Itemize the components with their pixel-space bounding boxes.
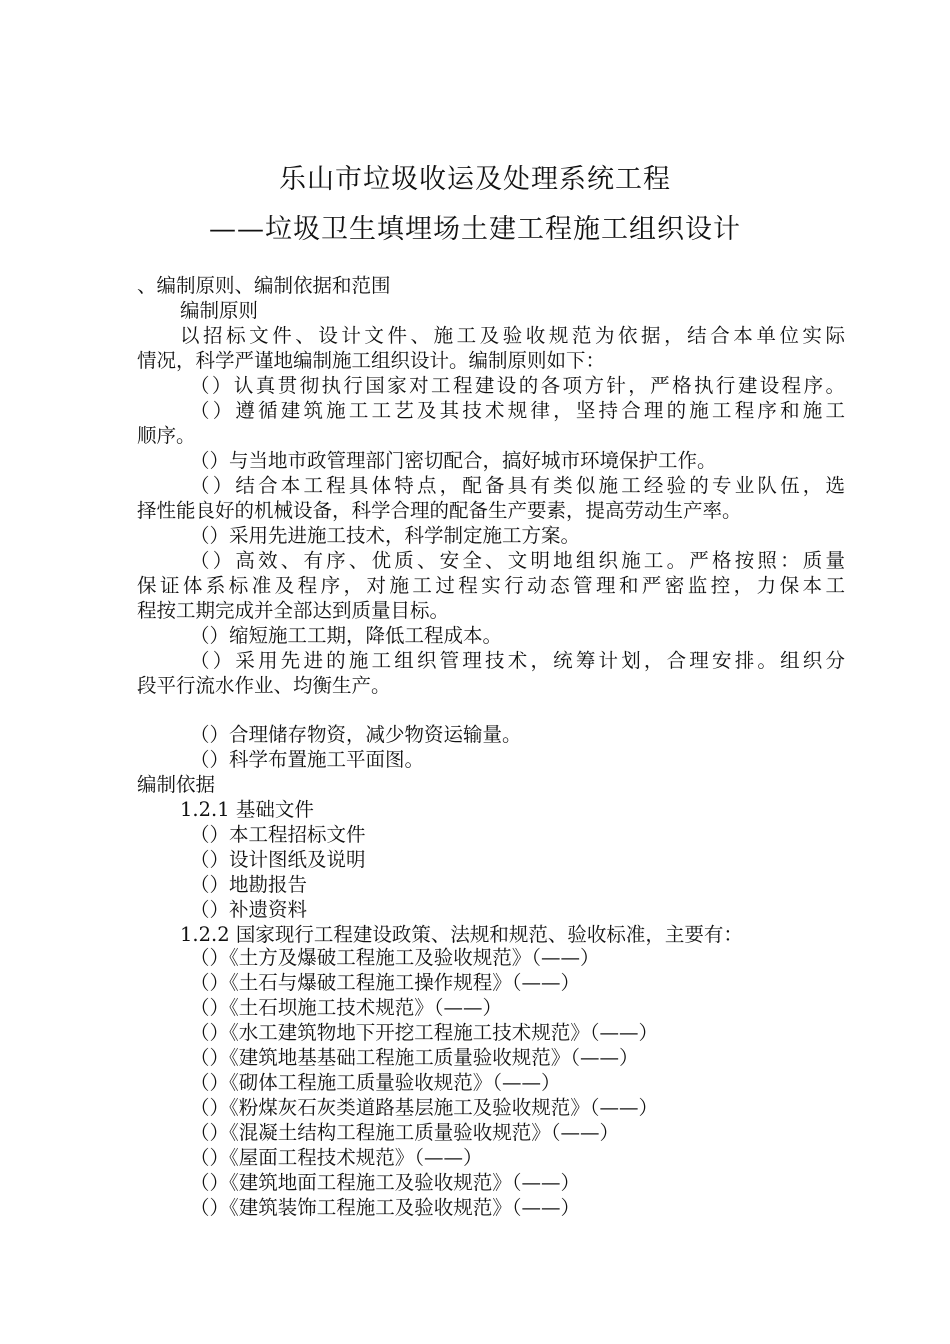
section-heading-principles-scope: 、编制原则、编制依据和范围 xyxy=(137,274,391,297)
section-heading-basis: 编制依据 xyxy=(137,773,216,796)
subheading-principles: 编制原则 xyxy=(180,299,259,322)
principle-item-3: （）与当地市政管理部门密切配合，搞好城市环境保护工作。 xyxy=(190,449,717,472)
standard-item: （）《土方及爆破工程施工及验收规范》（——） xyxy=(190,946,600,969)
subheading-basic-documents: 1.2.1 基础文件 xyxy=(180,798,314,821)
standard-item: （）《土石坝施工技术规范》（——） xyxy=(190,996,503,1019)
standard-item: （）《砌体工程施工质量验收规范》（——） xyxy=(190,1071,561,1094)
basic-document-item: （）地勘报告 xyxy=(190,873,308,896)
principle-item-5: （）采用先进施工技术，科学制定施工方案。 xyxy=(190,524,581,547)
paragraph-intro-line1: 以招标文件、设计文件、施工及验收规范为依据，结合本单位实际 xyxy=(180,324,845,347)
document-title: 乐山市垃圾收运及处理系统工程 xyxy=(279,164,671,195)
paragraph-intro-line2: 情况，科学严谨地编制施工组织设计。编制原则如下： xyxy=(137,349,606,372)
document-subtitle: ——垃圾卫生填埋场土建工程施工组织设计 xyxy=(209,214,741,245)
principle-item-8-line1: （）采用先进的施工组织管理技术，统筹计划，合理安排。组织分 xyxy=(190,649,845,672)
standard-item: （）《土石与爆破工程施工操作规程》（——） xyxy=(190,971,581,994)
basic-document-item: （）补遗资料 xyxy=(190,898,308,921)
standard-item: （）《水工建筑物地下开挖工程施工技术规范》（——） xyxy=(190,1021,659,1044)
principle-item-4-line2: 择性能良好的机械设备，科学合理的配备生产要素，提高劳动生产率。 xyxy=(137,499,742,522)
standard-item: （）《混凝土结构工程施工质量验收规范》（——） xyxy=(190,1121,620,1144)
principle-item-6-line2: 保证体系标准及程序，对施工过程实行动态管理和严密监控，力保本工 xyxy=(137,574,845,597)
principle-item-4-line1: （）结合本工程具体特点，配备具有类似施工经验的专业队伍，选 xyxy=(190,474,845,497)
principle-item-9: （）合理储存物资，减少物资运输量。 xyxy=(190,723,522,746)
principle-item-8-line2: 段平行流水作业、均衡生产。 xyxy=(137,674,391,697)
basic-document-item: （）设计图纸及说明 xyxy=(190,848,366,871)
principle-item-6-line3: 程按工期完成并全部达到质量目标。 xyxy=(137,599,450,622)
subheading-national-standards: 1.2.2 国家现行工程建设政策、法规和规范、验收标准，主要有： xyxy=(180,923,743,946)
principle-item-2-line1: （）遵循建筑施工工艺及其技术规律，坚持合理的施工程序和施工 xyxy=(190,399,845,422)
principle-item-2-line2: 顺序。 xyxy=(137,424,196,447)
standard-item: （）《建筑装饰工程施工及验收规范》（——） xyxy=(190,1196,581,1219)
principle-item-6-line1: （）高效、有序、优质、安全、文明地组织施工。严格按照：质量 xyxy=(190,549,845,572)
standard-item: （）《屋面工程技术规范》（——） xyxy=(190,1146,483,1169)
standard-item: （）《粉煤灰石灰类道路基层施工及验收规范》（——） xyxy=(190,1096,659,1119)
principle-item-10: （）科学布置施工平面图。 xyxy=(190,748,425,771)
standard-item: （）《建筑地基基础工程施工质量验收规范》（——） xyxy=(190,1046,639,1069)
principle-item-1: （）认真贯彻执行国家对工程建设的各项方针，严格执行建设程序。 xyxy=(190,374,845,397)
principle-item-7: （）缩短施工工期，降低工程成本。 xyxy=(190,624,503,647)
basic-document-item: （）本工程招标文件 xyxy=(190,823,366,846)
standard-item: （）《建筑地面工程施工及验收规范》（——） xyxy=(190,1171,581,1194)
